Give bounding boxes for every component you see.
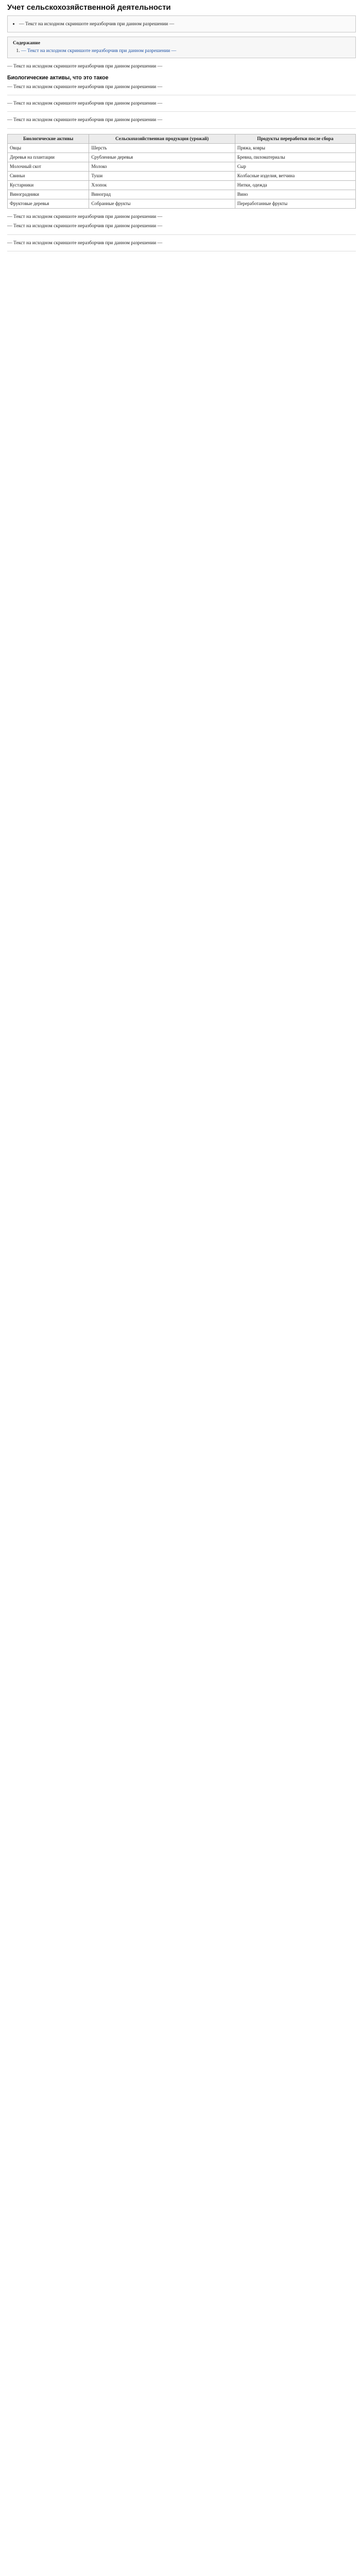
after-table bbox=[7, 214, 356, 219]
divider bbox=[7, 234, 356, 235]
toc-item bbox=[21, 48, 350, 54]
table-cell: Виноград bbox=[89, 190, 235, 199]
paragraph: — Текст на исходном скриншоте неразборчив при данном разрешении — bbox=[7, 100, 163, 107]
page-title: Учет сельскохозяйственной деятельности bbox=[7, 3, 171, 12]
section bbox=[7, 223, 356, 229]
summary-item: • — Текст на исходном скриншоте неразборчив при данном разрешении — bbox=[19, 21, 351, 27]
section-heading: Биологические активы, что это такое bbox=[7, 74, 109, 81]
sections bbox=[7, 75, 356, 129]
paragraph: — Текст на исходном скриншоте неразборчив при данном разрешении — bbox=[7, 63, 163, 70]
table-cell: Нитки, одежда bbox=[235, 180, 355, 190]
comparison-table bbox=[7, 134, 356, 209]
paragraph: — Текст на исходном скриншоте неразборчив при данном разрешении — bbox=[7, 223, 163, 229]
table-cell: Бревна, пиломатериалы bbox=[235, 152, 355, 162]
table-cell: Срубленные деревья bbox=[89, 152, 235, 162]
table-cell: Свиньи bbox=[8, 171, 89, 180]
table-header-row bbox=[8, 134, 356, 143]
toc-list bbox=[13, 48, 350, 54]
table-body bbox=[8, 143, 356, 208]
table-row bbox=[8, 180, 356, 190]
table-cell: Фруктовые деревья bbox=[8, 199, 89, 208]
table-cell: Овцы bbox=[8, 143, 89, 152]
table-cell: Молочный скот bbox=[8, 162, 89, 171]
section bbox=[7, 117, 356, 123]
table-cell: Собранные фрукты bbox=[89, 199, 235, 208]
divider bbox=[7, 128, 356, 129]
paragraph: — Текст на исходном скриншоте неразборчив при данном разрешении — bbox=[7, 213, 163, 219]
table-cell: Переработанные фрукты bbox=[235, 199, 355, 208]
section bbox=[7, 240, 356, 246]
summary-list bbox=[12, 21, 351, 27]
toc-link[interactable]: — Текст на исходном скриншоте неразборчив при данном разрешении — bbox=[21, 47, 177, 54]
paragraph: — Текст на исходном скриншоте неразборчив при данном разрешении — bbox=[7, 83, 163, 90]
table-of-contents bbox=[7, 37, 356, 58]
intro bbox=[7, 63, 356, 69]
table-cell: Туши bbox=[89, 171, 235, 180]
paragraph: — Текст на исходном скриншоте неразборчив при данном разрешении — bbox=[7, 240, 163, 246]
table-cell: Кустарники bbox=[8, 180, 89, 190]
document-page bbox=[0, 0, 361, 251]
table-cell: Деревья на плантации bbox=[8, 152, 89, 162]
table-cell: Вино bbox=[235, 190, 355, 199]
table-row bbox=[8, 199, 356, 208]
toc-title: Содержание bbox=[13, 40, 40, 46]
table-cell: Сыр bbox=[235, 162, 355, 171]
table-cell: Пряжа, ковры bbox=[235, 143, 355, 152]
table-cell: Виноградники bbox=[8, 190, 89, 199]
divider bbox=[7, 111, 356, 112]
table-row bbox=[8, 152, 356, 162]
table-cell: Колбасные изделия, ветчина bbox=[235, 171, 355, 180]
section bbox=[7, 100, 356, 106]
table-row bbox=[8, 171, 356, 180]
table-cell: Молоко bbox=[89, 162, 235, 171]
table-cell: Хлопок bbox=[89, 180, 235, 190]
table-header-cell: Биологические активы bbox=[8, 134, 89, 143]
table-row bbox=[8, 190, 356, 199]
comparison-table-wrap bbox=[7, 134, 356, 209]
paragraph: — Текст на исходном скриншоте неразборчив при данном разрешении — bbox=[7, 117, 163, 123]
table-cell: Шерсть bbox=[89, 143, 235, 152]
table-row bbox=[8, 143, 356, 152]
table-row bbox=[8, 162, 356, 171]
more-sections bbox=[7, 223, 356, 251]
summary-box bbox=[7, 15, 356, 32]
section bbox=[7, 75, 356, 90]
table-header-cell: Сельскохозяйственная продукция (урожай) bbox=[89, 134, 235, 143]
table-header-cell: Продукты переработки после сбора bbox=[235, 134, 355, 143]
